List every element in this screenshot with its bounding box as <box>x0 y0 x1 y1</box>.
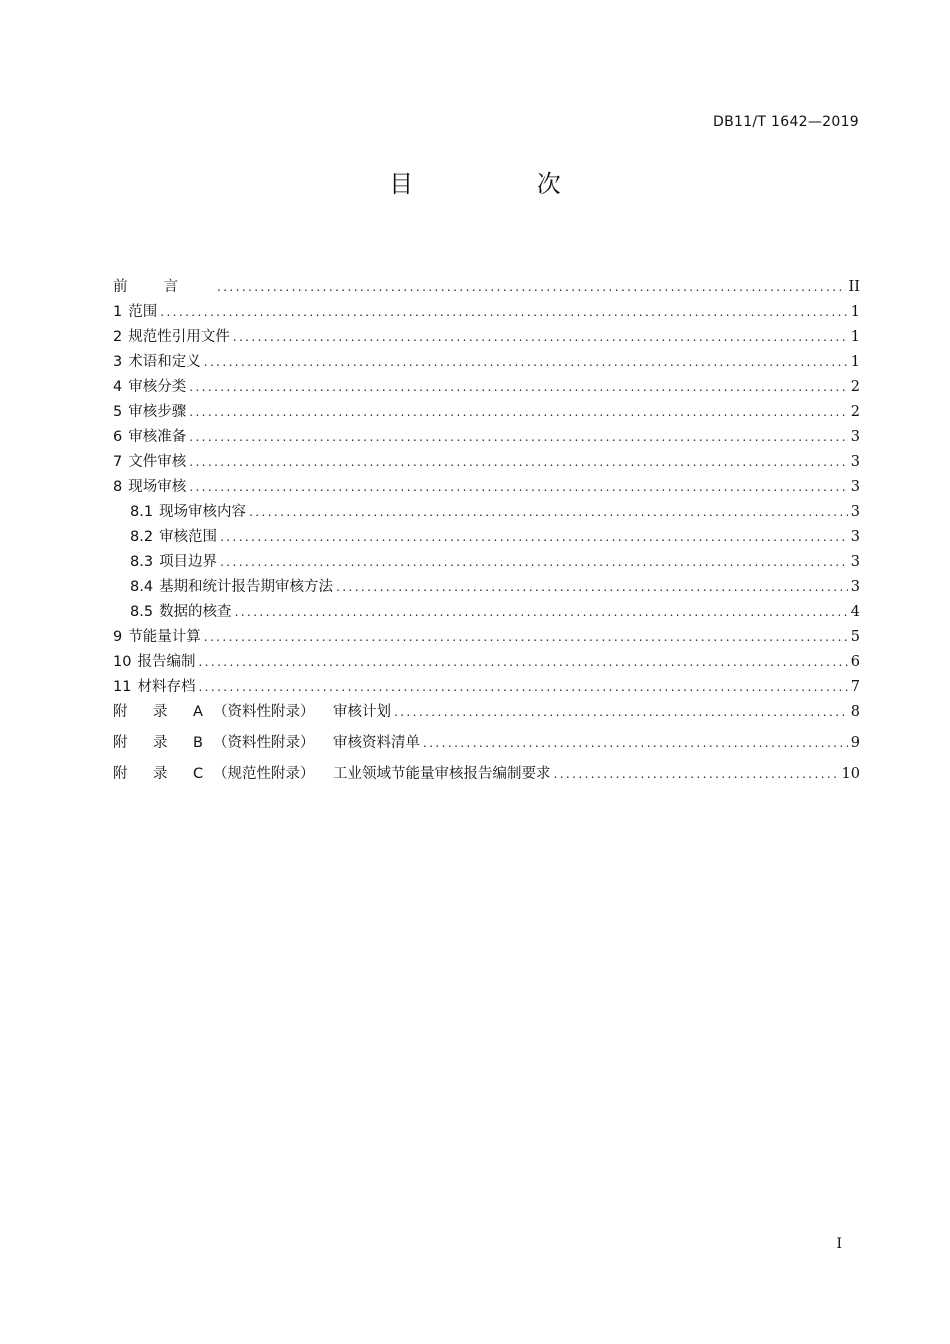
toc-entry-page: 1 <box>850 329 860 345</box>
appendix-letter: B <box>193 735 203 751</box>
toc-entry[interactable] <box>113 500 860 525</box>
toc-entry-page: 3 <box>850 504 860 520</box>
toc-entry-number: 4 <box>113 379 123 395</box>
toc-entry[interactable] <box>113 625 860 650</box>
toc-entry-label: 文件审核 <box>128 454 187 470</box>
toc-entry-page: 3 <box>850 479 860 495</box>
toc-entry-preface[interactable] <box>113 275 860 300</box>
toc-entry-label: 工业领域节能量审核报告编制要求 <box>333 766 551 782</box>
toc-entry-label: 审核资料清单 <box>333 735 420 751</box>
toc-entry-number: 5 <box>113 404 123 420</box>
toc-entry-page: II <box>848 279 860 295</box>
appendix-letter: C <box>193 766 204 782</box>
toc-entry-page: 3 <box>850 454 860 470</box>
dot-leader <box>235 605 848 619</box>
dot-leader <box>189 455 848 469</box>
dot-leader <box>198 655 847 669</box>
toc-entry-number: 8 <box>113 479 123 495</box>
toc-entry-label: 审核范围 <box>159 529 218 545</box>
appendix-word-2: 录 <box>153 704 168 720</box>
toc-entry[interactable] <box>113 375 860 400</box>
toc-entry-number: 8.1 <box>130 504 154 520</box>
appendix-heading <box>113 700 213 721</box>
toc-entry-number: 3 <box>113 354 123 370</box>
toc-entry[interactable] <box>113 575 860 600</box>
toc-entry[interactable] <box>113 325 860 350</box>
dot-leader <box>336 580 848 594</box>
toc-entry-label: 范围 <box>128 304 158 320</box>
toc-entry-number: 9 <box>113 629 123 645</box>
page-title: 目 次 <box>389 170 619 198</box>
toc-entry-number: 8.2 <box>130 529 154 545</box>
toc-entry-label: 数据的核查 <box>159 604 232 620</box>
toc-entry-label: 现场审核 <box>128 479 187 495</box>
toc-appendix-entry[interactable] <box>113 762 860 793</box>
toc-entry-label: 项目边界 <box>159 554 218 570</box>
toc-entry-page: 2 <box>850 379 860 395</box>
toc-entry-number: 2 <box>113 329 123 345</box>
appendix-word-1: 附 <box>113 735 128 751</box>
toc-entry-page: 8 <box>850 704 860 720</box>
toc-entry-label: 材料存档 <box>137 679 196 695</box>
toc-entry[interactable] <box>113 650 860 675</box>
dot-leader <box>423 736 848 750</box>
toc-entry-page: 3 <box>850 529 860 545</box>
toc-entry[interactable] <box>113 450 860 475</box>
toc-entry-label: 报告编制 <box>137 654 196 670</box>
dot-leader <box>160 305 848 319</box>
toc-entry-number: 8.5 <box>130 604 154 620</box>
appendix-heading <box>113 731 213 752</box>
toc-entry-page: 7 <box>850 679 860 695</box>
toc-entry-label: 术语和定义 <box>128 354 201 370</box>
toc-entry-number: 7 <box>113 454 123 470</box>
toc-entry[interactable] <box>113 400 860 425</box>
dot-leader <box>189 480 848 494</box>
dot-leader <box>394 705 848 719</box>
toc-entry-number: 10 <box>113 654 132 670</box>
appendix-type: （规范性附录） <box>213 766 315 782</box>
toc-appendix-entry[interactable] <box>113 731 860 762</box>
toc-entry-page: 4 <box>850 604 860 620</box>
toc-appendix-entry[interactable] <box>113 700 860 731</box>
toc-entry-label: 现场审核内容 <box>159 504 247 520</box>
toc-entry-label: 基期和统计报告期审核方法 <box>159 579 334 595</box>
toc-entry-page: 3 <box>850 554 860 570</box>
appendix-word-1: 附 <box>113 704 128 720</box>
toc-entry[interactable] <box>113 600 860 625</box>
dot-leader <box>233 330 848 344</box>
toc-entry-page: 10 <box>841 766 860 782</box>
toc-entry-page: 3 <box>850 579 860 595</box>
appendix-type: （资料性附录） <box>213 704 315 720</box>
appendix-letter: A <box>193 704 203 720</box>
toc-entry-page: 6 <box>850 654 860 670</box>
toc-entry-number: 8.3 <box>130 554 154 570</box>
toc-entry[interactable] <box>113 425 860 450</box>
dot-leader <box>554 767 839 781</box>
toc-entry-number: 11 <box>113 679 132 695</box>
dot-leader <box>204 630 848 644</box>
toc-entry-label: 节能量计算 <box>128 629 201 645</box>
toc-entry-label: 审核步骤 <box>128 404 187 420</box>
toc-entry-label: 前言 <box>113 279 214 295</box>
toc-entry[interactable] <box>113 550 860 575</box>
toc-entry-label: 规范性引用文件 <box>128 329 230 345</box>
toc-entry-label: 审核分类 <box>128 379 187 395</box>
toc-entry-number: 1 <box>113 304 123 320</box>
dot-leader <box>189 430 848 444</box>
dot-leader <box>249 505 848 519</box>
dot-leader <box>189 405 848 419</box>
appendix-type: （资料性附录） <box>213 735 315 751</box>
dot-leader <box>204 355 848 369</box>
toc-entry-page: 1 <box>850 304 860 320</box>
toc-entry-page: 1 <box>850 354 860 370</box>
dot-leader <box>217 280 846 294</box>
appendix-word-1: 附 <box>113 766 128 782</box>
standard-code: DB11/T 1642—2019 <box>713 114 859 130</box>
toc-entry[interactable] <box>113 675 860 700</box>
dot-leader <box>198 680 847 694</box>
toc-entry-number: 8.4 <box>130 579 154 595</box>
dot-leader <box>220 530 848 544</box>
toc-entry[interactable] <box>113 350 860 375</box>
dot-leader <box>189 380 848 394</box>
toc-entry[interactable] <box>113 300 860 325</box>
toc-entry[interactable] <box>113 475 860 500</box>
appendix-heading <box>113 762 213 783</box>
toc-entry-page: 5 <box>850 629 860 645</box>
dot-leader <box>220 555 848 569</box>
page-number: I <box>836 1236 842 1252</box>
toc-entry-label: 审核计划 <box>333 704 391 720</box>
table-of-contents <box>113 275 860 793</box>
appendix-word-2: 录 <box>153 766 168 782</box>
toc-entry-page: 9 <box>850 735 860 751</box>
toc-entry-page: 2 <box>850 404 860 420</box>
toc-entry-page: 3 <box>850 429 860 445</box>
toc-entry-label: 审核准备 <box>128 429 187 445</box>
appendix-word-2: 录 <box>153 735 168 751</box>
toc-entry[interactable] <box>113 525 860 550</box>
toc-entry-number: 6 <box>113 429 123 445</box>
